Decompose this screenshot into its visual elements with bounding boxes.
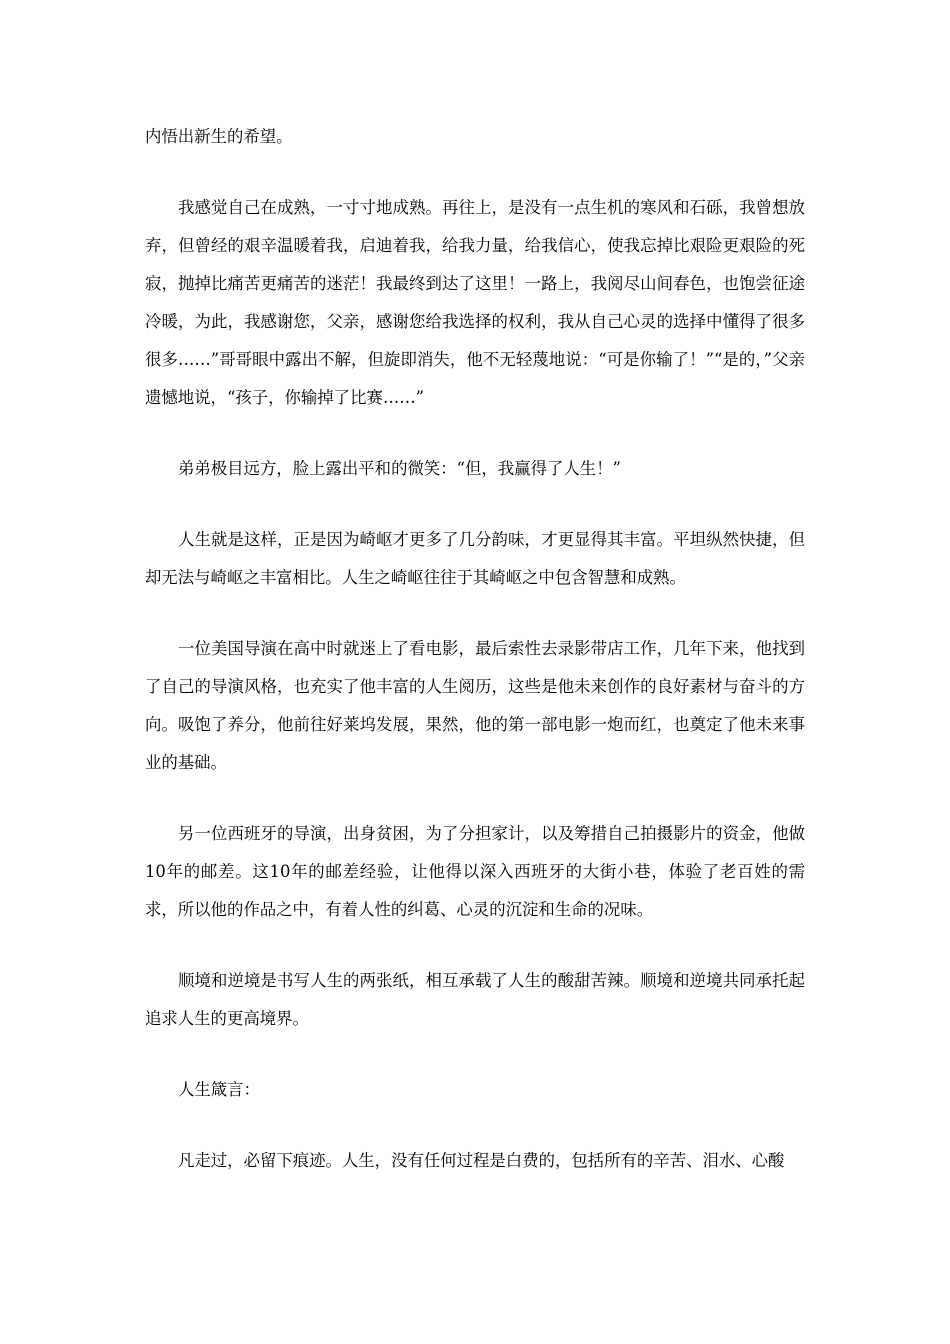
paragraph-brother-maturity: 我感觉自己在成熟，一寸寸地成熟。再往上，是没有一点生机的寒风和石砾，我曾想放弃，但曾经的艰辛温暖着我，启迪着我，给我力量，给我信心，使我忘掉比艰险更艰险的死寂，抛掉比痛苦更痛苦的迷茫！我最终到达了这里！一路上，我阅尽山间春色，也饱尝征途冷暖，为此，我感谢您，父亲，感谢您给我选择的权利，我从自己心灵的选择中懂得了很多很多……”哥哥眼中露出不解，但旋即消失，他不无轻蔑地说：“可是你输了！”“是的，”父亲遗憾地说，“孩子，你输掉了比赛……” bbox=[145, 198, 805, 407]
paragraph-life-motto: 凡走过，必留下痕迹。人生，没有任何过程是白费的，包括所有的辛苦、泪水、心酸 bbox=[178, 1151, 785, 1170]
paragraph-life-motto-heading: 人生箴言： bbox=[178, 1080, 260, 1099]
paragraph-life-rugged: 人生就是这样，正是因为崎岖才更多了几分韵味，才更显得其丰富。平坦纵然快捷，但却无法与崎岖之丰富相比。人生之崎岖往往于其崎岖之中包含智慧和成熟。 bbox=[145, 530, 805, 587]
paragraph-continuation: 内悟出新生的希望。 bbox=[145, 127, 293, 146]
document-page bbox=[145, 118, 805, 1213]
paragraph-american-director: 一位美国导演在高中时就迷上了看电影，最后索性去录影带店工作，几年下来，他找到了自己的导演风格，也充实了他丰富的人生阅历，这些是他未来创作的良好素材与奋斗的方向。吸饱了养分，他前往好莱坞发展，果然，他的第一部电影一炮而红，也奠定了他未来事业的基础。 bbox=[145, 639, 805, 772]
paragraph-adversity: 顺境和逆境是书写人生的两张纸，相互承载了人生的酸甜苦辣。顺境和逆境共同承托起追求人生的更高境界。 bbox=[145, 971, 805, 1028]
paragraph-younger-brother-smile: 弟弟极目远方，脸上露出平和的微笑：“但，我赢得了人生！” bbox=[178, 459, 621, 478]
paragraph-spanish-director: 另一位西班牙的导演，出身贫困，为了分担家计，以及筹措自己拍摄影片的资金，他做10年的邮差。这10年的邮差经验，让他得以深入西班牙的大街小巷，体验了老百姓的需求，所以他的作品之中，有着人性的纠葛、心灵的沉淀和生命的况味。 bbox=[145, 824, 805, 919]
